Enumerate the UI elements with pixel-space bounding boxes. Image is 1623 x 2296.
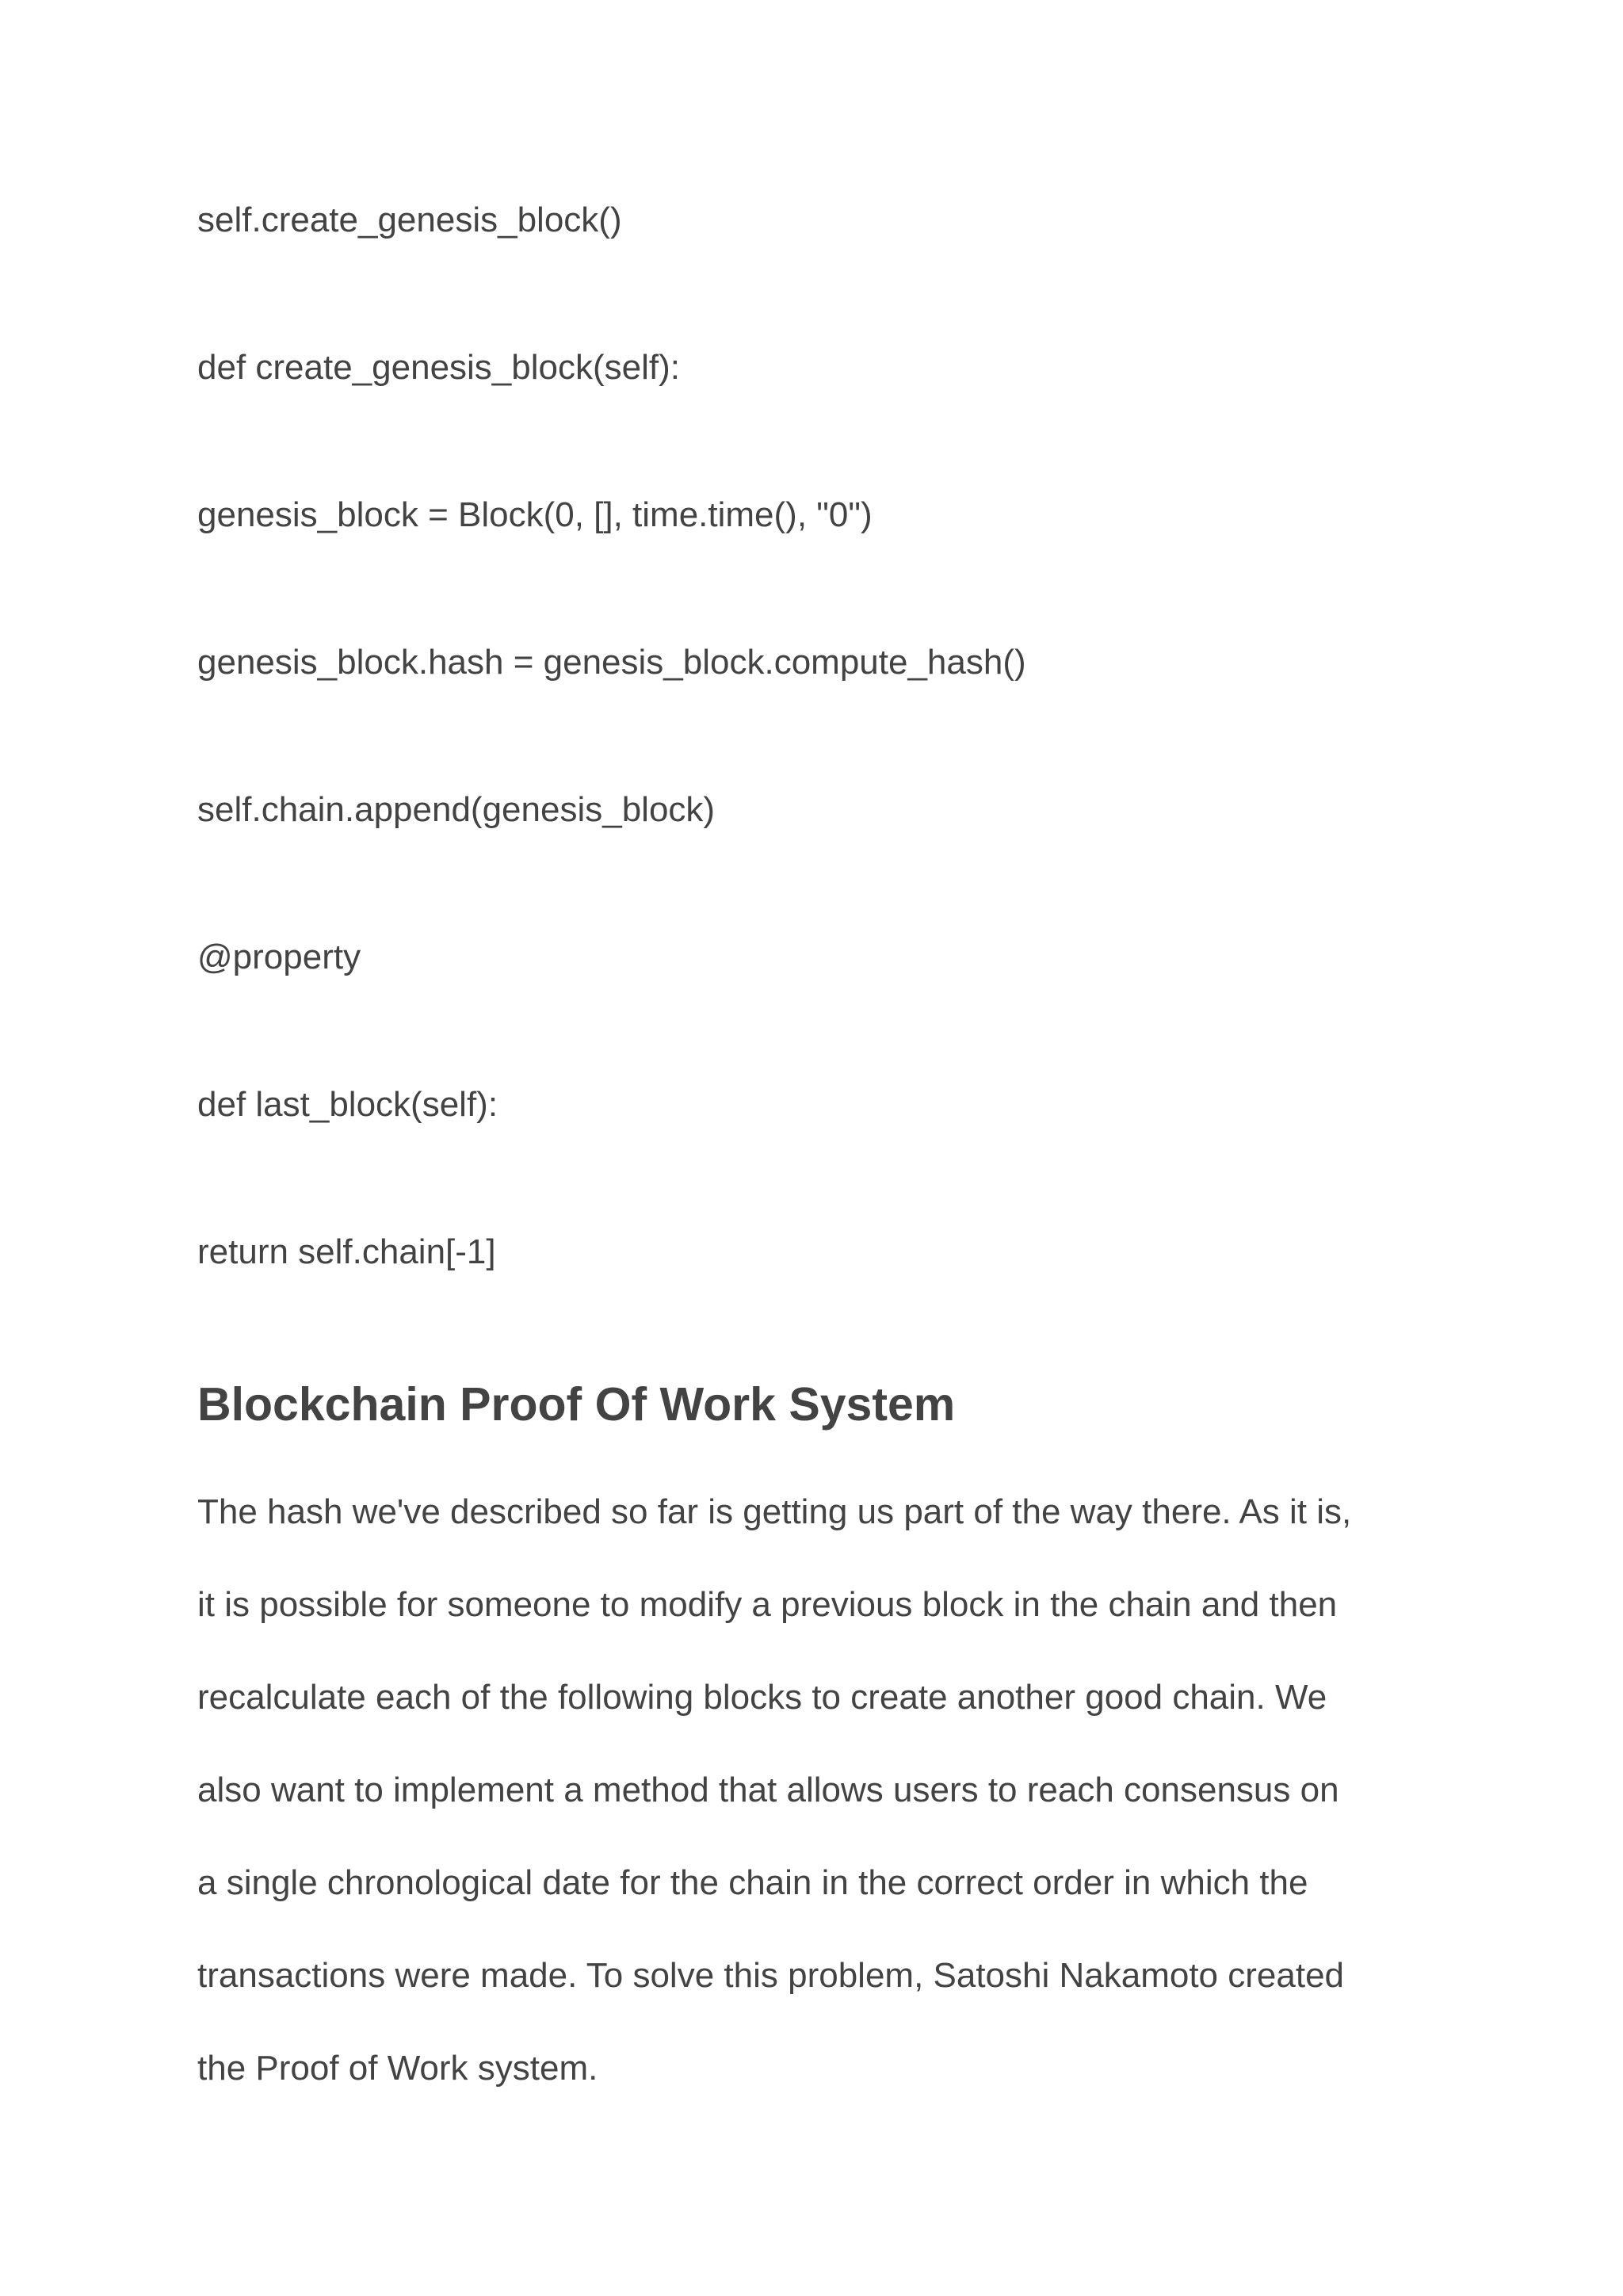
code-line: genesis_block = Block(0, [], time.time(), "0") bbox=[197, 495, 873, 534]
paragraph-line: The hash we've described so far is getting us part of the way there. As it is, bbox=[197, 1492, 1352, 1531]
code-line: def create_genesis_block(self): bbox=[197, 348, 680, 387]
code-line: return self.chain[-1] bbox=[197, 1232, 496, 1271]
paragraph-line: transactions were made. To solve this problem, Satoshi Nakamoto created bbox=[197, 1956, 1345, 1995]
paragraph-line: recalculate each of the following blocks to create another good chain. We bbox=[197, 1678, 1327, 1717]
paragraph-line: it is possible for someone to modify a previous block in the chain and then bbox=[197, 1585, 1338, 1624]
code-line: self.create_genesis_block() bbox=[197, 201, 622, 239]
code-line: @property bbox=[197, 938, 361, 976]
code-line: def last_block(self): bbox=[197, 1085, 498, 1124]
code-line: genesis_block.hash = genesis_block.compute_hash() bbox=[197, 643, 1026, 682]
code-line: self.chain.append(genesis_block) bbox=[197, 790, 716, 829]
paragraph-line: a single chronological date for the chain in the correct order in which the bbox=[197, 1863, 1308, 1902]
section-heading: Blockchain Proof Of Work System bbox=[197, 1378, 956, 1431]
paragraph-line: also want to implement a method that allows users to reach consensus on bbox=[197, 1771, 1339, 1809]
paragraph-line: the Proof of Work system. bbox=[197, 2049, 598, 2088]
